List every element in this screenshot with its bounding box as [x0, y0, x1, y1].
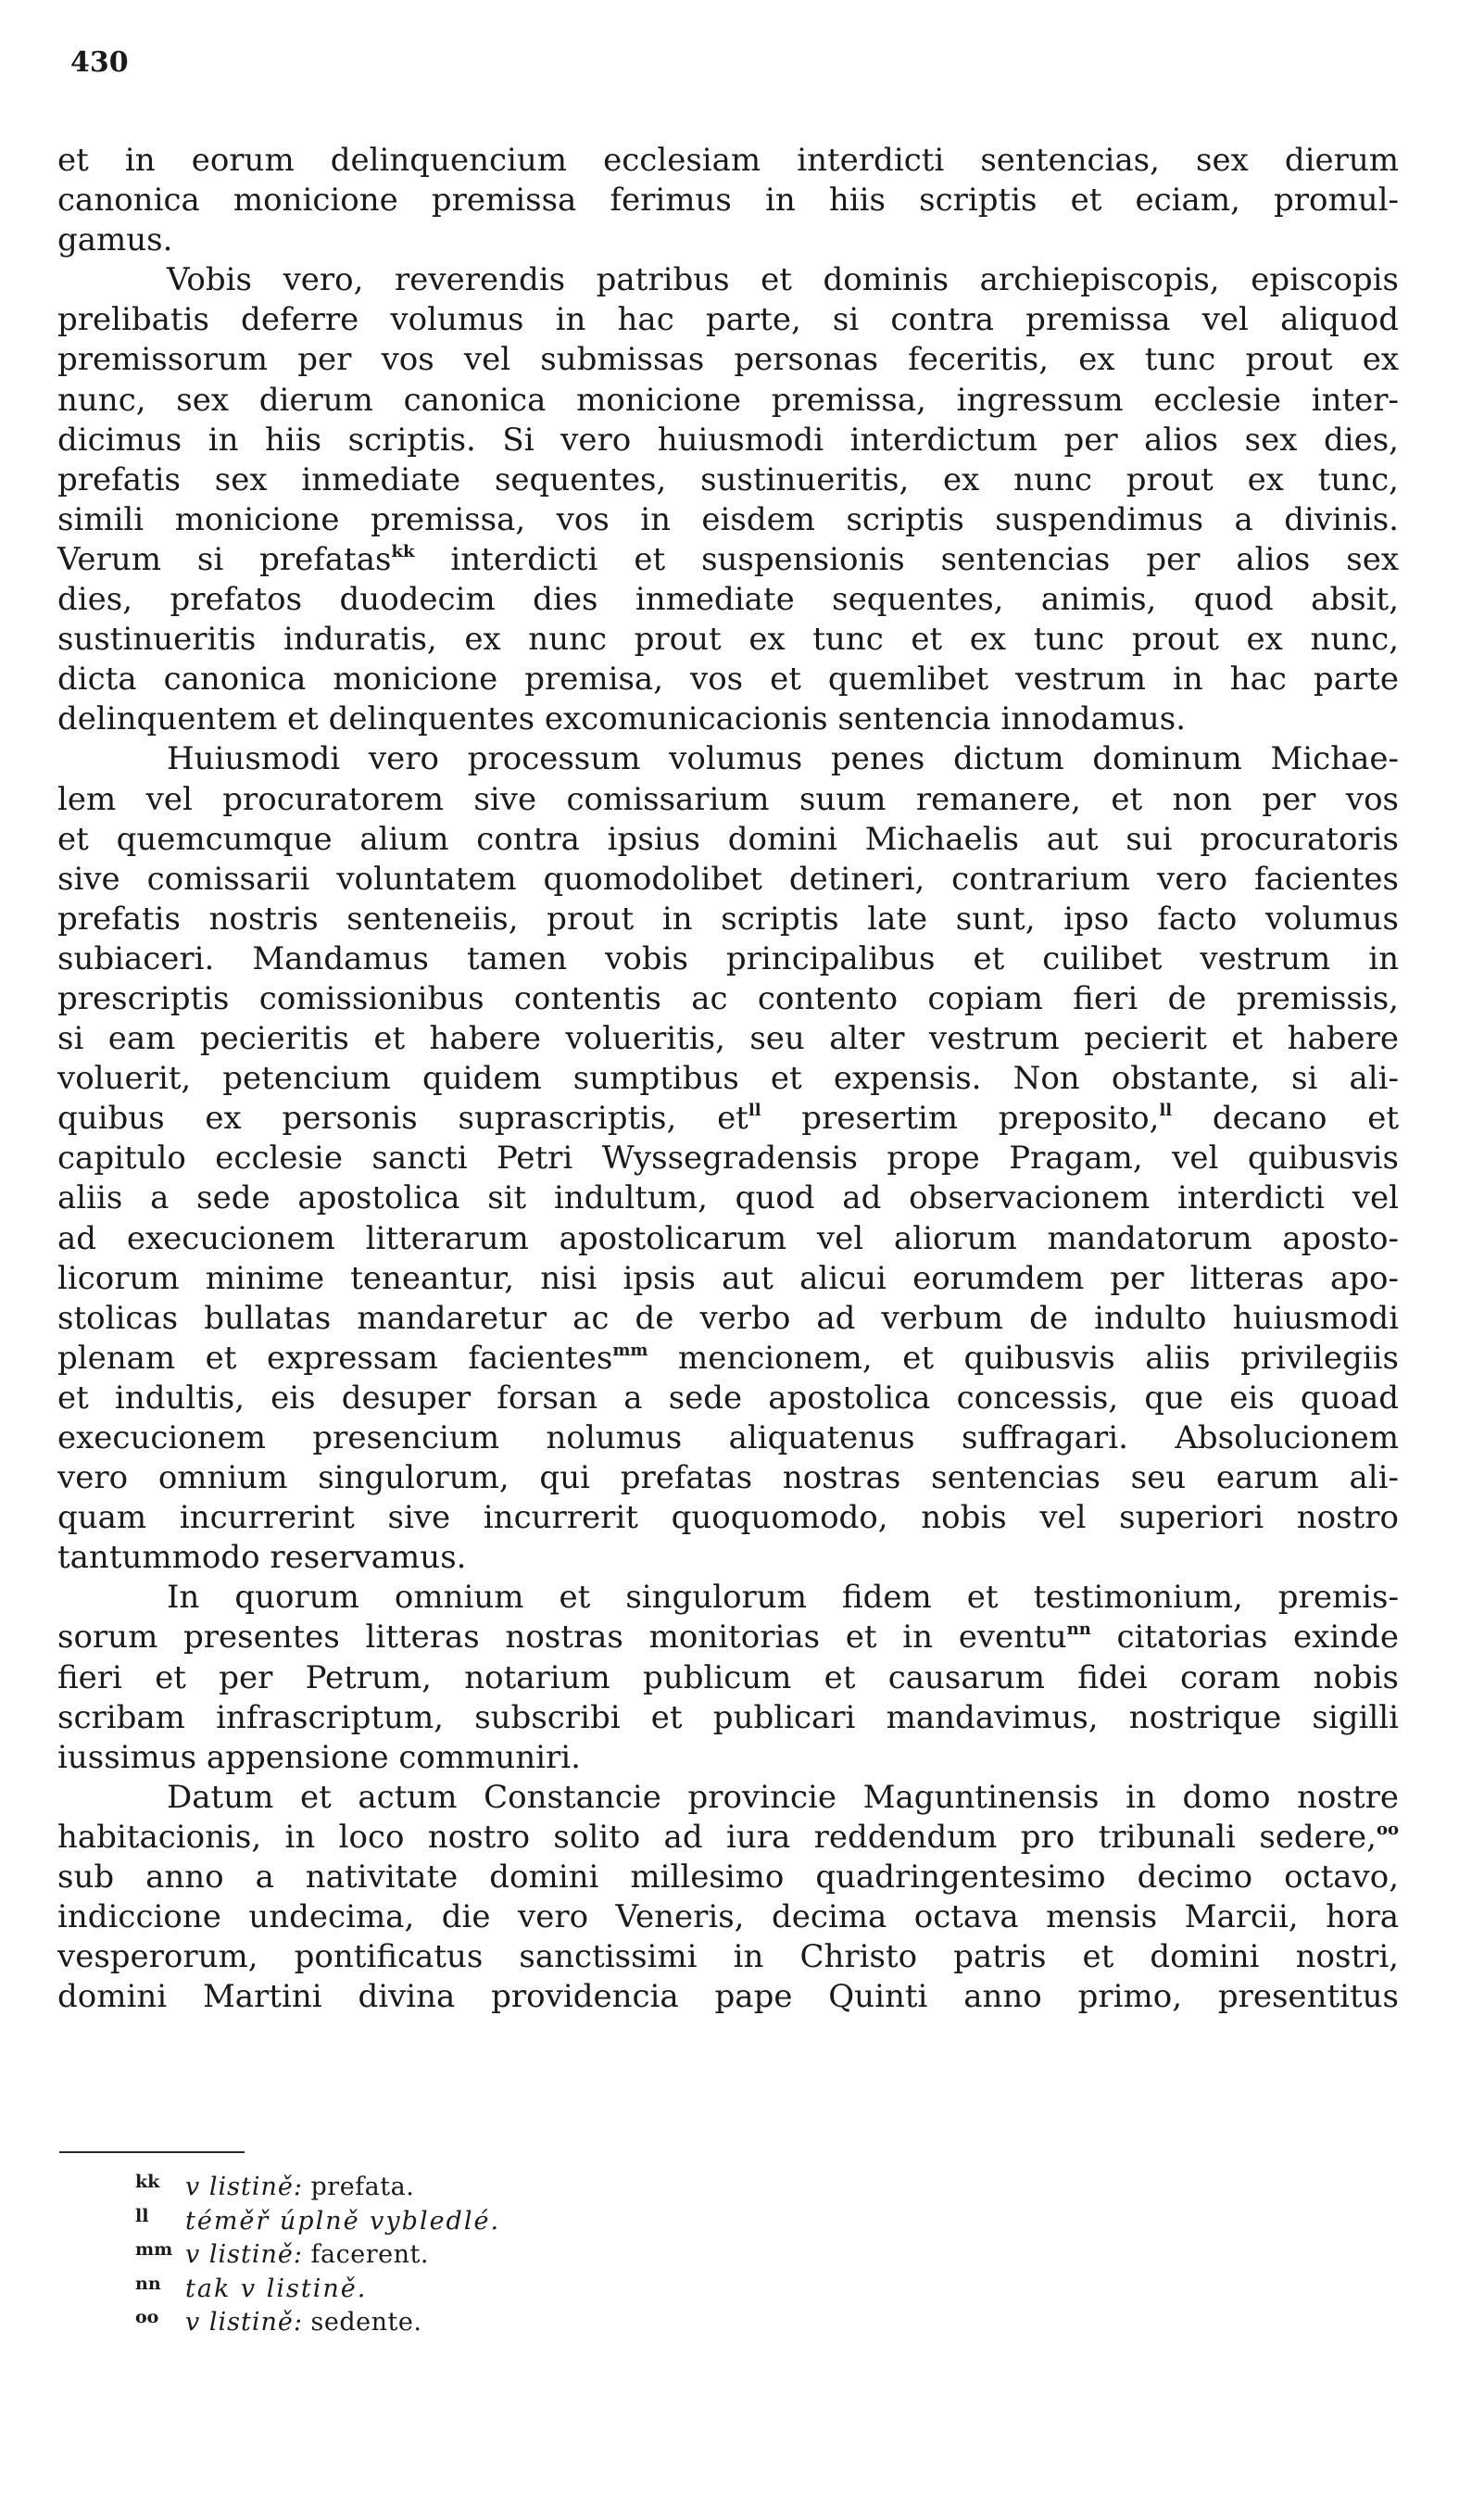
footnote-note: téměř úplně vybledlé.: [185, 2206, 501, 2236]
footnote-marker: ll: [1159, 1101, 1173, 1121]
footnote-note: tak v listině.: [185, 2274, 368, 2303]
text-line: et indultis, eis desuper forsan a sede apostolica concessis, que eis quoad: [57, 1379, 1399, 1417]
text-line: In quorum omnium et singulorum fidem et testimonium, premis-: [167, 1579, 1399, 1617]
text-line: prelibatis deferre volumus in hac parte, si contra premissa vel aliquod: [57, 301, 1399, 339]
text-line: et in eorum delinquencium ecclesiam interdicti sentencias, sex dierum: [57, 142, 1399, 179]
text-line: Vobis vero, reverendis patribus et dominis archiepiscopis, episcopis: [167, 261, 1399, 299]
footnote: [135, 2236, 784, 2270]
text-line: voluerit, petencium quidem sumptibus et expensis. Non obstante, si ali-: [57, 1060, 1399, 1098]
text-line: et quemcumque alium contra ipsius domini Michaelis aut sui procuratoris: [57, 820, 1399, 858]
text-line: sorum presentes litteras nostras monitorias et in eventu$^{nn}$ citatorias exinde: [57, 1619, 1400, 1657]
paragraph: [57, 1778, 1399, 2018]
text-line: subiaceri. Mandamus tamen vobis principalibus et cuilibet vestrum in: [57, 939, 1399, 977]
text-line: nunc, sex dierum canonica monicione premissa, ingressum ecclesie inter-: [57, 381, 1399, 419]
text-line: iussimus appensione communiri.: [57, 1738, 581, 1776]
paragraph: [57, 141, 1399, 260]
footnote: [135, 2270, 784, 2304]
text-line: prefatis sex inmediate sequentes, sustinueritis, ex nunc prout ex tunc,: [57, 460, 1399, 498]
footnote-marker: kk: [391, 541, 415, 561]
text-line: quam incurrerint sive incurrerit quoquomodo, nobis vel superiori nostro: [57, 1499, 1399, 1537]
text-line: aliis a sede apostolica sit indultum, quod ad observacionem interdicti vel: [57, 1179, 1399, 1217]
text-line: vero omnium singulorum, qui prefatas nostras sentencias seu earum ali-: [57, 1459, 1399, 1497]
footnote: [135, 2168, 784, 2202]
text-line: sive comissarii voluntatem quomodolibet detineri, contrarium vero facientes: [57, 860, 1399, 898]
footnote-reading: sedente.: [310, 2308, 422, 2337]
text-line: Datum et actum Constancie provincie Maguntinensis in domo nostre: [167, 1778, 1399, 1816]
text-line: sustinueritis induratis, ex nunc prout ex tunc et ex tunc prout ex nunc,: [57, 621, 1399, 659]
paragraph: [57, 1578, 1399, 1777]
text-line: delinquentem et delinquentes excomunicacionis sentencia innodamus.: [57, 700, 1187, 738]
text-line: gamus.: [57, 221, 173, 259]
text-line: indiccione undecima, die vero Veneris, decima octava mensis Marcii, hora: [57, 1898, 1399, 1936]
text-line: canonica monicione premissa ferimus in hiis scriptis et eciam, promul-: [57, 182, 1399, 220]
text-line: stolicas bullatas mandaretur ac de verbo ad verbum de indulto huiusmodi: [57, 1299, 1399, 1337]
footnote-mark: nn: [135, 2273, 161, 2294]
footnote-note: v listině:: [185, 2173, 303, 2201]
text-line: vesperorum, pontificatus sanctissimi in Christo patris et domini nostri,: [57, 1938, 1399, 1976]
footnote-mark: ll: [135, 2205, 149, 2226]
text-line: simili monicione premissa, vos in eisdem scriptis suspendimus a divinis.: [57, 500, 1399, 538]
text-line: scribam infrascriptum, subscribi et publicari mandavimus, nostrique sigilli: [57, 1698, 1399, 1736]
footnote-reading: facerent.: [310, 2240, 429, 2269]
text-line: premissorum per vos vel submissas personas feceritis, ex tunc prout ex: [57, 341, 1399, 379]
text-line: dies, prefatos duodecim dies inmediate sequentes, animis, quod absit,: [57, 581, 1399, 619]
footnote-mark: mm: [135, 2239, 173, 2260]
text-line: Huiusmodi vero processum volumus penes dictum dominum Michae-: [167, 740, 1399, 778]
text-line: lem vel procuratorem sive comissarium suum remanere, et non per vos: [57, 780, 1399, 818]
footnote: [135, 2202, 784, 2236]
text-line: quibus ex personis suprascriptis, et$^{ll}$ presertim preposito,$^{ll}$ decano et: [57, 1100, 1400, 1138]
text-line: prescriptis comissionibus contentis ac contento copiam fieri de premissis,: [57, 979, 1399, 1017]
footnote-mark: oo: [135, 2307, 159, 2327]
text-line: capitulo ecclesie sancti Petri Wyssegradensis prope Pragam, vel quibusvis: [57, 1140, 1399, 1178]
footnote-note: v listině:: [185, 2240, 303, 2269]
footnote-marker: oo: [1376, 1819, 1399, 1839]
paragraph: [57, 739, 1399, 1578]
footnote-reading: prefata.: [310, 2173, 415, 2201]
footnote: [135, 2303, 784, 2337]
text-line: si eam pecieritis et habere volueritis, seu alter vestrum pecierit et habere: [57, 1020, 1399, 1058]
text-line: dicta canonica monicione premisa, vos et quemlibet vestrum in hac parte: [57, 661, 1399, 699]
text-line: domini Martini divina providencia pape Quinti anno primo, presentitus: [57, 1978, 1399, 2016]
text-line: prefatis nostris senteneiis, prout in scriptis late sunt, ipso facto volumus: [57, 900, 1399, 938]
text-line: habitacionis, in loco nostro solito ad iura reddendum pro tribunali sedere,$^{oo}$: [57, 1818, 1399, 1856]
paragraph: [57, 260, 1399, 739]
body-text: [57, 141, 1399, 2017]
page-number: 430: [70, 46, 129, 79]
text-line: sub anno a nativitate domini millesimo quadringentesimo decimo octavo,: [57, 1858, 1399, 1896]
footnote-divider: [59, 2151, 245, 2153]
footnotes: [135, 2168, 784, 2337]
footnote-marker: ll: [748, 1101, 761, 1121]
text-line: ad execucionem litterarum apostolicarum vel aliorum mandatorum aposto-: [57, 1219, 1399, 1257]
text-line: execucionem presencium nolumus aliquatenus suffragari. Absolucionem: [57, 1419, 1399, 1456]
text-line: tantummodo reservamus.: [57, 1539, 467, 1577]
footnote-marker: mm: [612, 1340, 648, 1360]
footnote-note: v listině:: [185, 2308, 303, 2337]
text-line: fieri et per Petrum, notarium publicum et causarum fidei coram nobis: [57, 1658, 1399, 1696]
text-line: Verum si prefatas$^{kk}$ interdicti et suspensionis sentencias per alios sex: [57, 540, 1399, 578]
footnote-marker: nn: [1066, 1619, 1091, 1640]
footnote-mark: kk: [135, 2172, 160, 2192]
text-line: licorum minime teneantur, nisi ipsis aut alicui eorumdem per litteras apo-: [57, 1259, 1399, 1297]
text-line: dicimus in hiis scriptis. Si vero huiusmodi interdictum per alios sex dies,: [57, 421, 1399, 459]
text-line: plenam et expressam facientes$^{mm}$ mencionem, et quibusvis aliis privilegiis: [57, 1339, 1399, 1377]
